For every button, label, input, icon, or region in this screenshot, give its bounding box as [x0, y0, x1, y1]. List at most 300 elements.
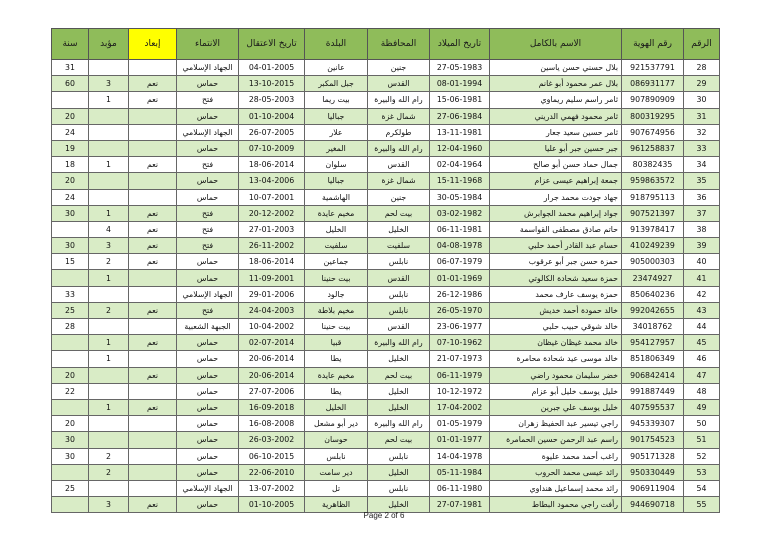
town-cell: جالود — [305, 286, 368, 302]
full-name-cell: خالد حمودة أحمد خديش — [490, 302, 622, 318]
deport-cell: نعم — [129, 367, 177, 383]
id-number-cell: 907890909 — [622, 92, 684, 108]
table-row — [52, 189, 720, 205]
row-number-cell: 45 — [684, 335, 720, 351]
life-sentence-cell: 3 — [89, 497, 129, 513]
life-sentence-cell: 3 — [89, 76, 129, 92]
birth-date-cell: 01-01-1977 — [430, 432, 490, 448]
town-cell: يطا — [305, 351, 368, 367]
years-cell: 30 — [52, 432, 89, 448]
deport-cell — [129, 432, 177, 448]
full-name-cell: راغب أحمد محمد عليوة — [490, 448, 622, 464]
arrest-date-cell: 28-05-2003 — [239, 92, 305, 108]
years-cell — [52, 351, 89, 367]
governorate-cell: نابلس — [368, 286, 430, 302]
deport-cell: نعم — [129, 335, 177, 351]
birth-date-cell: 10-12-1972 — [430, 383, 490, 399]
table-row — [52, 173, 720, 189]
life-sentence-cell: 1 — [89, 157, 129, 173]
arrest-date-cell: 07-10-2009 — [239, 140, 305, 156]
arrest-date-cell: 06-10-2015 — [239, 448, 305, 464]
birth-date-cell: 12-04-1960 — [430, 140, 490, 156]
affiliation-cell: حماس — [177, 416, 239, 432]
deport-cell — [129, 464, 177, 480]
id-number-cell: 945339307 — [622, 416, 684, 432]
years-cell: 22 — [52, 383, 89, 399]
row-number-cell: 39 — [684, 238, 720, 254]
row-number-cell: 44 — [684, 319, 720, 335]
birth-date-cell: 06-11-1979 — [430, 367, 490, 383]
town-cell: بيت ريما — [305, 92, 368, 108]
id-number-cell: 950330449 — [622, 464, 684, 480]
birth-date-cell: 13-11-1981 — [430, 124, 490, 140]
town-cell: علار — [305, 124, 368, 140]
row-number-cell: 28 — [684, 60, 720, 76]
arrest-date-cell: 26-03-2002 — [239, 432, 305, 448]
town-cell: دير أبو مشعل — [305, 416, 368, 432]
birth-date-cell: 03-02-1982 — [430, 205, 490, 221]
table-row — [52, 254, 720, 270]
life-sentence-cell — [89, 383, 129, 399]
table-row — [52, 399, 720, 415]
arrest-date-cell: 13-04-2006 — [239, 173, 305, 189]
governorate-cell: بيت لحم — [368, 205, 430, 221]
table-row — [52, 367, 720, 383]
affiliation-cell: حماس — [177, 448, 239, 464]
years-cell — [52, 221, 89, 237]
full-name-cell: راسم عبد الرحمن حسين الحمامرة — [490, 432, 622, 448]
life-sentence-cell — [89, 173, 129, 189]
arrest-date-cell: 20-06-2014 — [239, 367, 305, 383]
life-sentence-cell: 1 — [89, 270, 129, 286]
full-name-cell: حمزة يوسف عارف محمد — [490, 286, 622, 302]
arrest-date-cell: 27-01-2003 — [239, 221, 305, 237]
col-header-town: البلدة — [305, 29, 368, 60]
row-number-cell: 42 — [684, 286, 720, 302]
table-row — [52, 205, 720, 221]
row-number-cell: 55 — [684, 497, 720, 513]
full-name-cell: ثامر محمود فهمي الدريني — [490, 108, 622, 124]
table-row — [52, 335, 720, 351]
full-name-cell: جمال حماد حسن أبو صالح — [490, 157, 622, 173]
governorate-cell: نابلس — [368, 448, 430, 464]
birth-date-cell: 26-05-1970 — [430, 302, 490, 318]
deport-cell: نعم — [129, 205, 177, 221]
row-number-cell: 29 — [684, 76, 720, 92]
deport-cell — [129, 383, 177, 399]
id-number-cell: 961258837 — [622, 140, 684, 156]
years-cell — [52, 464, 89, 480]
birth-date-cell: 01-01-1969 — [430, 270, 490, 286]
col-header-full-name: الاسم بالكامل — [490, 29, 622, 60]
arrest-date-cell: 27-07-2006 — [239, 383, 305, 399]
life-sentence-cell: 1 — [89, 335, 129, 351]
table-row — [52, 221, 720, 237]
full-name-cell: حسام عبد القادر أحمد حلبي — [490, 238, 622, 254]
birth-date-cell: 27-05-1983 — [430, 60, 490, 76]
full-name-cell: خليل يوسف علي جبرين — [490, 399, 622, 415]
full-name-cell: خالد محمد غيظان غيظان — [490, 335, 622, 351]
id-number-cell: 921537791 — [622, 60, 684, 76]
governorate-cell: الخليل — [368, 464, 430, 480]
row-number-cell: 35 — [684, 173, 720, 189]
id-number-cell: 800319295 — [622, 108, 684, 124]
governorate-cell: سلفيت — [368, 238, 430, 254]
town-cell: تل — [305, 480, 368, 496]
affiliation-cell: حماس — [177, 140, 239, 156]
table-row — [52, 238, 720, 254]
deport-cell — [129, 480, 177, 496]
governorate-cell: رام الله والبيرة — [368, 92, 430, 108]
life-sentence-cell: 3 — [89, 238, 129, 254]
years-cell: 24 — [52, 189, 89, 205]
full-name-cell: حاتم صادق مصطفى القواسمة — [490, 221, 622, 237]
governorate-cell: القدس — [368, 157, 430, 173]
birth-date-cell: 15-06-1981 — [430, 92, 490, 108]
deport-cell — [129, 173, 177, 189]
town-cell: سلفيت — [305, 238, 368, 254]
id-number-cell: 901754523 — [622, 432, 684, 448]
life-sentence-cell: 2 — [89, 448, 129, 464]
affiliation-cell: الجهاد الإسلامي — [177, 480, 239, 496]
full-name-cell: رائد عيسى محمد الحروب — [490, 464, 622, 480]
table-row — [52, 432, 720, 448]
deport-cell: نعم — [129, 238, 177, 254]
town-cell: جماعين — [305, 254, 368, 270]
col-header-governorate: المحافظة — [368, 29, 430, 60]
arrest-date-cell: 26-07-2005 — [239, 124, 305, 140]
life-sentence-cell — [89, 416, 129, 432]
arrest-date-cell: 01-10-2005 — [239, 497, 305, 513]
town-cell: جباليا — [305, 173, 368, 189]
birth-date-cell: 21-07-1973 — [430, 351, 490, 367]
table-row — [52, 108, 720, 124]
table-row — [52, 480, 720, 496]
deport-cell: نعم — [129, 157, 177, 173]
governorate-cell: رام الله والبيرة — [368, 140, 430, 156]
table-row — [52, 76, 720, 92]
arrest-date-cell: 22-06-2010 — [239, 464, 305, 480]
town-cell: جبل المكبر — [305, 76, 368, 92]
birth-date-cell: 06-07-1979 — [430, 254, 490, 270]
id-number-cell: 991887449 — [622, 383, 684, 399]
deport-cell — [129, 416, 177, 432]
life-sentence-cell: 1 — [89, 205, 129, 221]
governorate-cell: الخليل — [368, 497, 430, 513]
arrest-date-cell: 24-04-2003 — [239, 302, 305, 318]
affiliation-cell: حماس — [177, 76, 239, 92]
governorate-cell: نابلس — [368, 302, 430, 318]
town-cell: بيت حنينا — [305, 270, 368, 286]
town-cell: قبيا — [305, 335, 368, 351]
birth-date-cell: 06-11-1981 — [430, 221, 490, 237]
birth-date-cell: 27-06-1984 — [430, 108, 490, 124]
town-cell: مخيم عايدة — [305, 205, 368, 221]
id-number-cell: 918795113 — [622, 189, 684, 205]
years-cell: 20 — [52, 416, 89, 432]
row-number-cell: 50 — [684, 416, 720, 432]
birth-date-cell: 17-04-2002 — [430, 399, 490, 415]
town-cell: الظاهرية — [305, 497, 368, 513]
full-name-cell: جبر حسين جبر أبو عليا — [490, 140, 622, 156]
life-sentence-cell — [89, 108, 129, 124]
arrest-date-cell: 29-01-2006 — [239, 286, 305, 302]
town-cell: الهاشمية — [305, 189, 368, 205]
life-sentence-cell: 2 — [89, 254, 129, 270]
full-name-cell: رأفت راجي محمود البطاط — [490, 497, 622, 513]
town-cell: نابلس — [305, 448, 368, 464]
id-number-cell: 851806349 — [622, 351, 684, 367]
affiliation-cell: حماس — [177, 108, 239, 124]
town-cell: المغير — [305, 140, 368, 156]
life-sentence-cell — [89, 124, 129, 140]
life-sentence-cell — [89, 432, 129, 448]
deport-cell: نعم — [129, 92, 177, 108]
affiliation-cell: الجهاد الإسلامي — [177, 124, 239, 140]
birth-date-cell: 30-05-1984 — [430, 189, 490, 205]
full-name-cell: خضر سليمان محمود راضي — [490, 367, 622, 383]
table-row — [52, 140, 720, 156]
table-row — [52, 351, 720, 367]
full-name-cell: جمعة إبراهيم عيسى عزام — [490, 173, 622, 189]
arrest-date-cell: 01-10-2004 — [239, 108, 305, 124]
years-cell: 25 — [52, 480, 89, 496]
id-number-cell: 905171328 — [622, 448, 684, 464]
id-number-cell: 944690718 — [622, 497, 684, 513]
years-cell: 33 — [52, 286, 89, 302]
town-cell: عانين — [305, 60, 368, 76]
table-row — [52, 92, 720, 108]
arrest-date-cell: 16-08-2008 — [239, 416, 305, 432]
affiliation-cell: حماس — [177, 189, 239, 205]
life-sentence-cell: 2 — [89, 302, 129, 318]
arrest-date-cell: 11-09-2001 — [239, 270, 305, 286]
governorate-cell: القدس — [368, 76, 430, 92]
birth-date-cell: 15-11-1968 — [430, 173, 490, 189]
affiliation-cell: حماس — [177, 173, 239, 189]
life-sentence-cell — [89, 189, 129, 205]
deport-cell: نعم — [129, 254, 177, 270]
town-cell: مخيم بلاطة — [305, 302, 368, 318]
years-cell — [52, 335, 89, 351]
arrest-date-cell: 10-07-2001 — [239, 189, 305, 205]
birth-date-cell: 26-12-1986 — [430, 286, 490, 302]
birth-date-cell: 14-04-1978 — [430, 448, 490, 464]
col-header-affiliation: الانتماء — [177, 29, 239, 60]
town-cell: الخليل — [305, 399, 368, 415]
deport-cell — [129, 448, 177, 464]
governorate-cell: شمال غزة — [368, 173, 430, 189]
years-cell: 20 — [52, 108, 89, 124]
affiliation-cell: الجهاد الإسلامي — [177, 286, 239, 302]
row-number-cell: 52 — [684, 448, 720, 464]
row-number-cell: 54 — [684, 480, 720, 496]
governorate-cell: الخليل — [368, 383, 430, 399]
row-number-cell: 34 — [684, 157, 720, 173]
deport-cell — [129, 351, 177, 367]
row-number-cell: 51 — [684, 432, 720, 448]
life-sentence-cell — [89, 60, 129, 76]
governorate-cell: القدس — [368, 319, 430, 335]
affiliation-cell: حماس — [177, 432, 239, 448]
birth-date-cell: 02-04-1964 — [430, 157, 490, 173]
governorate-cell: رام الله والبيرة — [368, 416, 430, 432]
governorate-cell: بيت لحم — [368, 367, 430, 383]
arrest-date-cell: 18-06-2014 — [239, 254, 305, 270]
row-number-cell: 38 — [684, 221, 720, 237]
row-number-cell: 31 — [684, 108, 720, 124]
birth-date-cell: 04-08-1978 — [430, 238, 490, 254]
deport-cell — [129, 124, 177, 140]
table-row — [52, 464, 720, 480]
years-cell — [52, 270, 89, 286]
town-cell: جباليا — [305, 108, 368, 124]
years-cell: 28 — [52, 319, 89, 335]
years-cell — [52, 399, 89, 415]
deport-cell: نعم — [129, 497, 177, 513]
prisoners-table — [51, 28, 720, 513]
affiliation-cell: حماس — [177, 367, 239, 383]
years-cell: 60 — [52, 76, 89, 92]
id-number-cell: 959863572 — [622, 173, 684, 189]
years-cell: 20 — [52, 173, 89, 189]
table-row — [52, 157, 720, 173]
deport-cell — [129, 286, 177, 302]
affiliation-cell: فتح — [177, 92, 239, 108]
arrest-date-cell: 20-12-2002 — [239, 205, 305, 221]
table-body — [52, 60, 720, 513]
governorate-cell: نابلس — [368, 254, 430, 270]
birth-date-cell: 06-11-1980 — [430, 480, 490, 496]
table-row — [52, 302, 720, 318]
affiliation-cell: الجبهة الشعبية — [177, 319, 239, 335]
birth-date-cell: 23-06-1977 — [430, 319, 490, 335]
affiliation-cell: حماس — [177, 383, 239, 399]
birth-date-cell: 08-01-1994 — [430, 76, 490, 92]
affiliation-cell: حماس — [177, 399, 239, 415]
affiliation-cell: فتح — [177, 221, 239, 237]
town-cell: بيت حنينا — [305, 319, 368, 335]
col-header-birth-date: تاريخ الميلاد — [430, 29, 490, 60]
col-header-arrest-date: تاريخ الاعتقال — [239, 29, 305, 60]
full-name-cell: خالد شوقي حبيب حلبي — [490, 319, 622, 335]
col-header-years: سنة — [52, 29, 89, 60]
town-cell: سلوان — [305, 157, 368, 173]
years-cell: 20 — [52, 367, 89, 383]
deport-cell — [129, 108, 177, 124]
deport-cell: نعم — [129, 221, 177, 237]
full-name-cell: ثامر حسين سعيد جعار — [490, 124, 622, 140]
full-name-cell: جهاد جودت محمد جرار — [490, 189, 622, 205]
id-number-cell: 907521397 — [622, 205, 684, 221]
life-sentence-cell: 2 — [89, 464, 129, 480]
affiliation-cell: حماس — [177, 351, 239, 367]
full-name-cell: ثامر راسم سليم ريماوي — [490, 92, 622, 108]
years-cell: 30 — [52, 448, 89, 464]
life-sentence-cell — [89, 319, 129, 335]
governorate-cell: جنين — [368, 189, 430, 205]
col-header-life-sentence: مؤبد — [89, 29, 129, 60]
id-number-cell: 407595537 — [622, 399, 684, 415]
header-row — [52, 29, 720, 60]
affiliation-cell: فتح — [177, 205, 239, 221]
full-name-cell: خليل يوسف خليل أبو عزام — [490, 383, 622, 399]
town-cell: حوسان — [305, 432, 368, 448]
governorate-cell: طولكرم — [368, 124, 430, 140]
table-row — [52, 416, 720, 432]
arrest-date-cell: 20-06-2014 — [239, 351, 305, 367]
id-number-cell: 34018762 — [622, 319, 684, 335]
table-row — [52, 383, 720, 399]
id-number-cell: 80382435 — [622, 157, 684, 173]
row-number-cell: 49 — [684, 399, 720, 415]
governorate-cell: رام الله والبيرة — [368, 335, 430, 351]
id-number-cell: 410249239 — [622, 238, 684, 254]
town-cell: دير سامت — [305, 464, 368, 480]
table-row — [52, 270, 720, 286]
arrest-date-cell: 13-10-2015 — [239, 76, 305, 92]
full-name-cell: بلال حسني حسن ياسين — [490, 60, 622, 76]
row-number-cell: 48 — [684, 383, 720, 399]
full-name-cell: راجي تيسير عبد الحفيظ زهران — [490, 416, 622, 432]
deport-cell: نعم — [129, 76, 177, 92]
deport-cell — [129, 140, 177, 156]
row-number-cell: 46 — [684, 351, 720, 367]
id-number-cell: 913978417 — [622, 221, 684, 237]
id-number-cell: 906911904 — [622, 480, 684, 496]
life-sentence-cell — [89, 367, 129, 383]
affiliation-cell: فتح — [177, 302, 239, 318]
affiliation-cell: حماس — [177, 254, 239, 270]
town-cell: يطا — [305, 383, 368, 399]
governorate-cell: شمال غزة — [368, 108, 430, 124]
id-number-cell: 905000303 — [622, 254, 684, 270]
table-row — [52, 60, 720, 76]
town-cell: الخليل — [305, 221, 368, 237]
governorate-cell: الخليل — [368, 399, 430, 415]
years-cell: 19 — [52, 140, 89, 156]
page-footer: Page 2 of 6 — [363, 511, 405, 520]
id-number-cell: 954127957 — [622, 335, 684, 351]
birth-date-cell: 27-07-1981 — [430, 497, 490, 513]
row-number-cell: 43 — [684, 302, 720, 318]
col-header-deport: إبعاد — [129, 29, 177, 60]
arrest-date-cell: 04-01-2005 — [239, 60, 305, 76]
affiliation-cell: الجهاد الإسلامي — [177, 60, 239, 76]
full-name-cell: حمزة حسن جبر أبو عرقوب — [490, 254, 622, 270]
affiliation-cell: حماس — [177, 270, 239, 286]
id-number-cell: 23474927 — [622, 270, 684, 286]
arrest-date-cell: 26-11-2002 — [239, 238, 305, 254]
full-name-cell: حمزة سعيد شحادة الكالوتي — [490, 270, 622, 286]
birth-date-cell: 05-11-1984 — [430, 464, 490, 480]
life-sentence-cell: 1 — [89, 351, 129, 367]
table-row — [52, 319, 720, 335]
row-number-cell: 41 — [684, 270, 720, 286]
governorate-cell: بيت لحم — [368, 432, 430, 448]
affiliation-cell: فتح — [177, 157, 239, 173]
deport-cell — [129, 60, 177, 76]
affiliation-cell: حماس — [177, 497, 239, 513]
row-number-cell: 32 — [684, 124, 720, 140]
row-number-cell: 53 — [684, 464, 720, 480]
id-number-cell: 907674956 — [622, 124, 684, 140]
row-number-cell: 37 — [684, 205, 720, 221]
birth-date-cell: 07-10-1962 — [430, 335, 490, 351]
governorate-cell: نابلس — [368, 480, 430, 496]
affiliation-cell: فتح — [177, 238, 239, 254]
years-cell: 15 — [52, 254, 89, 270]
